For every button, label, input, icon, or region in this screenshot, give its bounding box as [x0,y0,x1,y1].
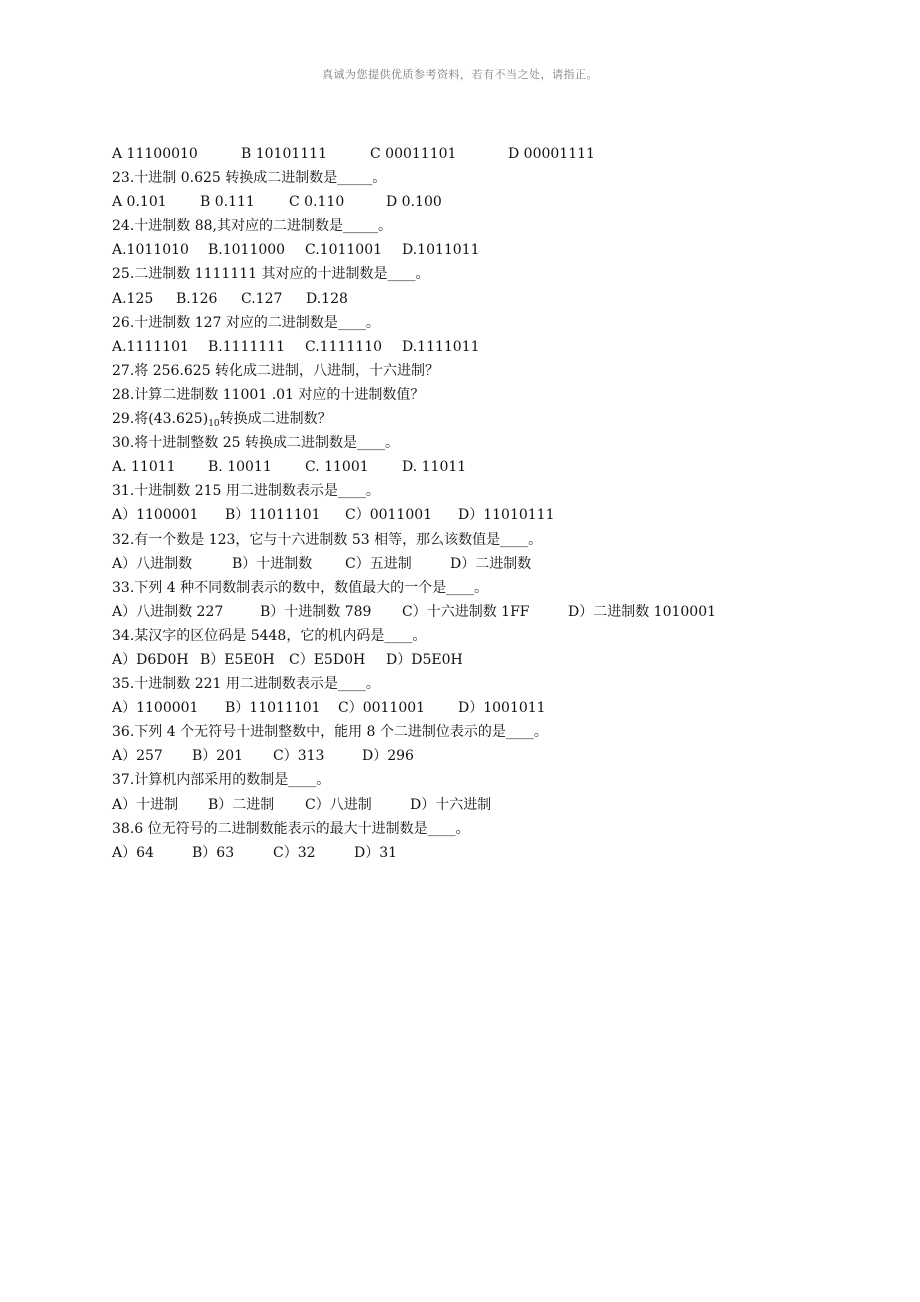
question-36: 36.下列 4 个无符号十进制整数中，能用 8 个二进制位表示的是____。 [112,724,548,741]
options-line [112,503,832,527]
option-a: A.125 [112,290,154,307]
question-29 [112,407,832,431]
options-line [112,238,832,262]
option-d: D）31 [354,844,398,861]
option-c: C 0.110 [289,194,345,211]
option-c: C.1111110 [305,338,383,355]
option-d: D. 11011 [402,459,467,476]
option-c: C）0011001 [338,700,426,717]
option-b: B）十进制数 [232,555,313,572]
option-d: D）1001011 [458,700,546,717]
option-c: C）十六进制数 1FF [402,603,530,620]
option-b: B）二进制 [208,796,275,813]
options-line [112,744,832,768]
question-25: 25.二进制数 1111111 其对应的十进制数是____。 [112,266,430,283]
question-26: 26.十进制数 127 对应的二进制数是____。 [112,314,380,331]
option-c: C 00011101 [370,146,457,162]
question-list [112,142,832,865]
option-d: D 00001111 [508,146,595,162]
option-d: D）296 [362,748,414,765]
question-38: 38.6 位无符号的二进制数能表示的最大十进制数是____。 [112,820,470,837]
option-b: B 0.111 [200,194,255,211]
option-a: A 0.101 [112,194,167,211]
options-line [112,287,832,311]
option-d: D）D5E0H [386,651,463,668]
option-d: D 0.100 [386,194,442,211]
option-b: B. 10011 [208,459,272,476]
question-29-suffix: 转换成二进制数？ [219,411,332,428]
question-29-prefix: 29.将(43.625) [112,411,209,428]
option-d: D.1011011 [402,242,480,259]
options-line [112,455,832,479]
option-d: D.128 [306,290,348,307]
option-d: D）二进制数 [450,555,532,572]
option-b: B 10101111 [241,146,327,162]
option-a: A.1111101 [112,338,189,355]
option-a: A）257 [112,748,163,765]
options-line [112,696,832,720]
question-28: 28.计算二进制数 11001 .01 对应的十进制数值？ [112,386,425,403]
option-b: B）201 [192,748,244,765]
options-line [112,793,832,817]
question-31: 31.十进制数 215 用二进制数表示是____。 [112,483,380,500]
options-line [112,841,832,865]
question-23: 23.十进制 0.625 转换成二进制数是_____。 [112,170,387,187]
option-a: A）十进制 [112,796,179,813]
option-a: A）64 [112,844,154,861]
option-c: C）313 [273,748,325,765]
page-header-note: 真诚为您提供优质参考资料，若有不当之处，请指正。 [322,68,598,81]
option-c: C）E5D0H [289,651,366,668]
question-33: 33.下列 4 种不同数制表示的数中，数值最大的一个是____。 [112,579,489,596]
question-27: 27.将 256.625 转化成二进制，八进制，十六进制？ [112,362,440,379]
option-b: B）十进制数 789 [260,603,372,620]
option-d: D）十六进制 [410,796,492,813]
option-d: D）二进制数 1010001 [568,603,717,620]
option-c: C.1011001 [305,242,383,259]
option-a: A）1100001 [112,507,199,524]
option-b: B）E5E0H [200,651,275,668]
option-b: B.1111111 [208,338,286,355]
question-30: 30.将十进制整数 25 转换成二进制数是____。 [112,435,399,452]
option-a: A）八进制数 227 [112,603,224,620]
options-line [112,190,832,214]
option-a: A）1100001 [112,700,199,717]
option-b: B）11011101 [225,700,321,717]
option-b: B.126 [176,290,218,307]
options-line [112,600,832,624]
question-37: 37.计算机内部采用的数制是____。 [112,772,331,789]
option-a: A 11100010 [112,146,198,162]
options-line [112,335,832,359]
options-line [112,142,832,166]
option-d: D）11010111 [458,507,555,524]
option-a: A）D6D0H [112,651,189,668]
option-d: D.1111011 [402,338,480,355]
question-32: 32.有一个数是 123，它与十六进制数 53 相等，那么该数值是____。 [112,531,543,548]
option-b: B）63 [192,844,235,861]
option-a: A）八进制数 [112,555,193,572]
option-b: B.1011000 [208,242,286,259]
options-line [112,552,832,576]
option-c: C. 11001 [305,459,369,476]
option-c: C.127 [241,290,283,307]
option-c: C）五进制 [345,555,412,572]
question-24: 24.十进制数 88,其对应的二进制数是_____。 [112,218,392,235]
option-c: C）八进制 [305,796,372,813]
question-34: 34.某汉字的区位码是 5448，它的机内码是____。 [112,627,427,644]
option-c: C）32 [273,844,316,861]
question-29-subscript: 10 [208,419,220,430]
options-line [112,648,832,672]
option-a: A. 11011 [112,459,176,476]
option-a: A.1011010 [112,242,189,259]
option-b: B）11011101 [225,507,321,524]
question-35: 35.十进制数 221 用二进制数表示是____。 [112,676,380,693]
option-c: C）0011001 [345,507,433,524]
